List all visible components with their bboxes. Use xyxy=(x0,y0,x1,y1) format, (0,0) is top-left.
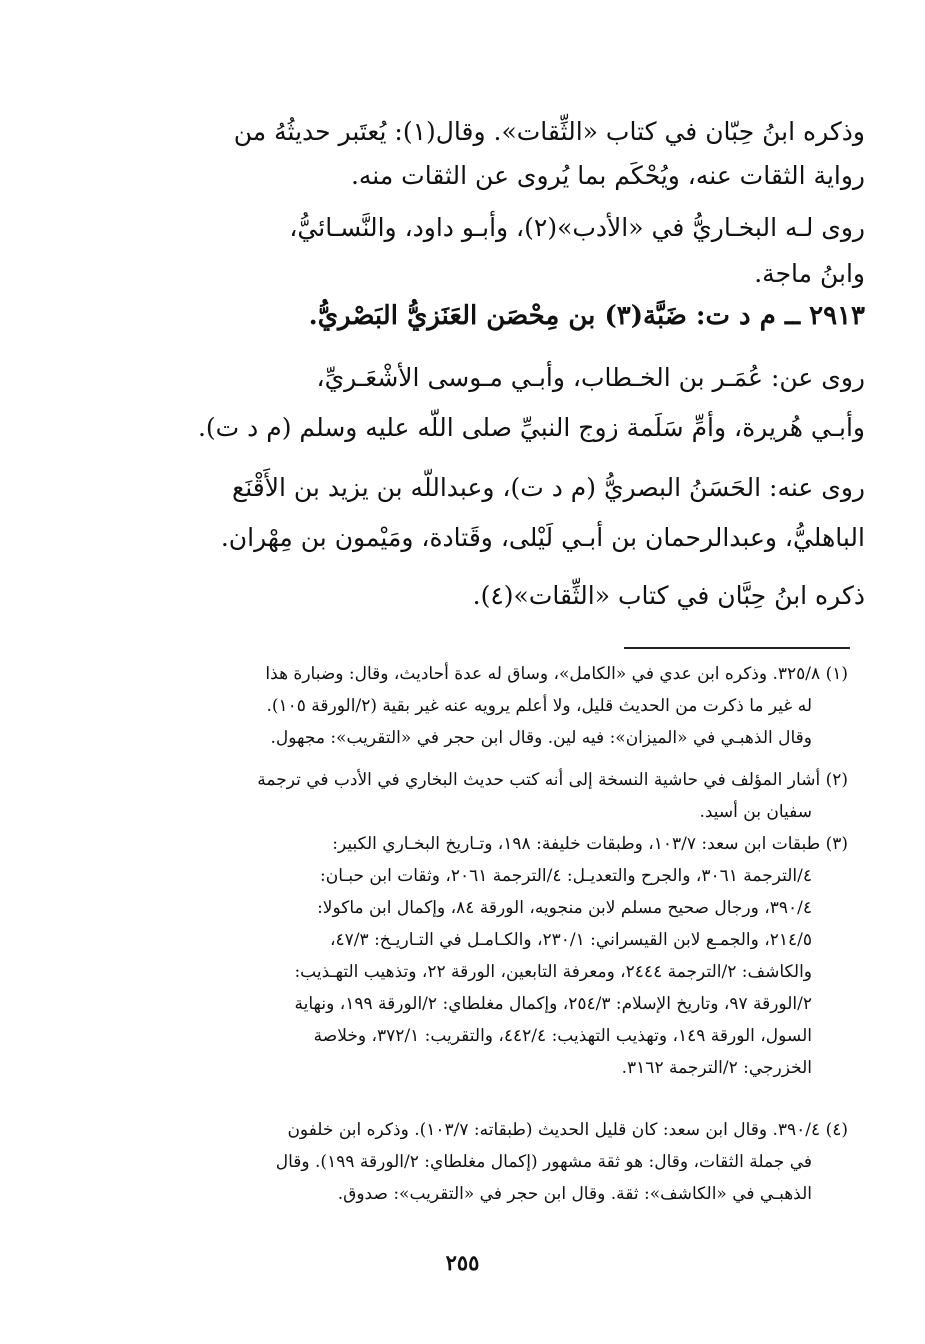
footnote-line: (٤) ٣٩٠/٤. وقال ابن سعد: كان قليل الحديث (طبقاته: ١٠٣/٧). وذكره ابن خلفون xyxy=(287,1120,848,1140)
footnote-line: في جملة الثقات، وقال: هو ثقة مشهور (إكمال مغلطاي: ٢/الورقة ١٩٩). وقال xyxy=(275,1152,812,1172)
footnote-line: الخزرجي: ٢/الترجمة ٣١٦٢. xyxy=(621,1058,812,1078)
entry-title: ٢٩١٣ ــ م د ت: ضَبَّة(٣) بن مِحْصَن العَنَزيُّ البَصْريُّ. xyxy=(308,301,865,331)
footnote-2 xyxy=(160,764,848,828)
paragraph-narrated-from xyxy=(160,358,865,448)
footnote-line: ٢١٤/٥، والجمـع لابن القيسراني: ٢٣٠/١، والكـامـل في التـاريـخ: ٤٧/٣، xyxy=(330,930,812,950)
paragraph-ibn-hibban xyxy=(160,576,865,616)
footnote-line: الذهبـي في «الكاشف»: ثقة. وقال ابن حجر في «التقريب»: صدوق. xyxy=(337,1184,812,1204)
text-line: روى عن: عُمَـر بن الخـطاب، وأبـي مـوسى الأشْعَـريِّ، xyxy=(316,363,865,392)
footnote-line: (٢) أشار المؤلف في حاشية النسخة إلى أنه كتب حديث البخاري في الأدب في ترجمة xyxy=(257,770,848,790)
footnote-line: (٣) طبقات ابن سعد: ١٠٣/٧، وطبقات خليفة: ١٩٨، وتـاريخ البخـاري الكبير: xyxy=(332,834,848,854)
footnote-line: (١) ٣٢٥/٨. وذكره ابن عدي في «الكامل»، وساق له عدة أحاديث، وقال: وضبارة هذا xyxy=(265,664,848,684)
footnote-line: والكاشف: ٢/الترجمة ٢٤٤٤، ومعرفة التابعين، الورقة ٢٢، وتذهيب التهـذيب: xyxy=(294,962,812,982)
paragraph-narrators xyxy=(160,208,865,294)
text-line: وذكره ابنُ حِبّان في كتاب «الثِّقات». وقال(١): يُعتَبر حديثُهُ من xyxy=(233,117,865,146)
page-number: ٢٥٥ xyxy=(445,1250,480,1275)
footnote-4 xyxy=(160,1114,848,1210)
text-line: ذكره ابنُ حِبَّان في كتاب «الثِّقات»(٤). xyxy=(472,581,865,610)
entry-heading xyxy=(160,296,865,336)
paragraph-narrated-by xyxy=(160,468,865,558)
footnote-3 xyxy=(160,828,848,1084)
text-line: رواية الثقات عنه، ويُحْكَم بما يُروى عن الثقات منه. xyxy=(350,161,865,190)
footnote-line: وقال الذهبـي في «الميزان»: فيه لين. وقال ابن حجر في «التقريب»: مجهول. xyxy=(270,728,812,748)
text-line: روى لـه البخـاريُّ في «الأدب»(٢)، وأبـو داود، والنَّسـائيُّ، xyxy=(289,213,865,242)
footnote-line: ٢/الورقة ٩٧، وتاريخ الإسلام: ٢٥٤/٣، وإكمال مغلطاي: ٢/الورقة ١٩٩، ونهاية xyxy=(294,994,812,1014)
text-line: وأبـي هُريرة، وأمِّ سَلَمة زوج النبيِّ صلى اللّه عليه وسلم (م د ت). xyxy=(197,413,865,442)
footnote-line: السول، الورقة ١٤٩، وتهذيب التهذيب: ٤٤٢/٤، والتقريب: ٣٧٢/١، وخلاصة xyxy=(313,1026,812,1046)
text-line: وابنُ ماجة. xyxy=(754,259,865,288)
footnote-1 xyxy=(160,658,848,754)
footnote-line: ٤/الترجمة ٣٠٦١، والجرح والتعديـل: ٤/الترجمة ٢٠٦١، وثقات ابن حبـان: xyxy=(319,866,812,886)
footnote-separator xyxy=(624,647,850,649)
text-line: الباهليُّ، وعبدالرحمان بن أبـي لَيْلى، وقَتادة، ومَيْمون بن مِهْران. xyxy=(220,523,865,552)
text-line: روى عنه: الحَسَنُ البصريُّ (م د ت)، وعبداللّه بن يزيد بن الأَقْنَع xyxy=(231,473,865,502)
footnote-line: ٣٩٠/٤، ورجال صحيح مسلم لابن منجويه، الورقة ٨٤، وإكمال ابن ماكولا: xyxy=(317,898,812,918)
paragraph-reliability xyxy=(160,112,865,196)
footnote-line: سفيان بن أسيد. xyxy=(699,802,812,822)
footnote-line: له غير ما ذكرت من الحديث قليل، ولا أعلم يرويه عنه غير بقية (٢/الورقة ١٠٥). xyxy=(266,696,812,716)
